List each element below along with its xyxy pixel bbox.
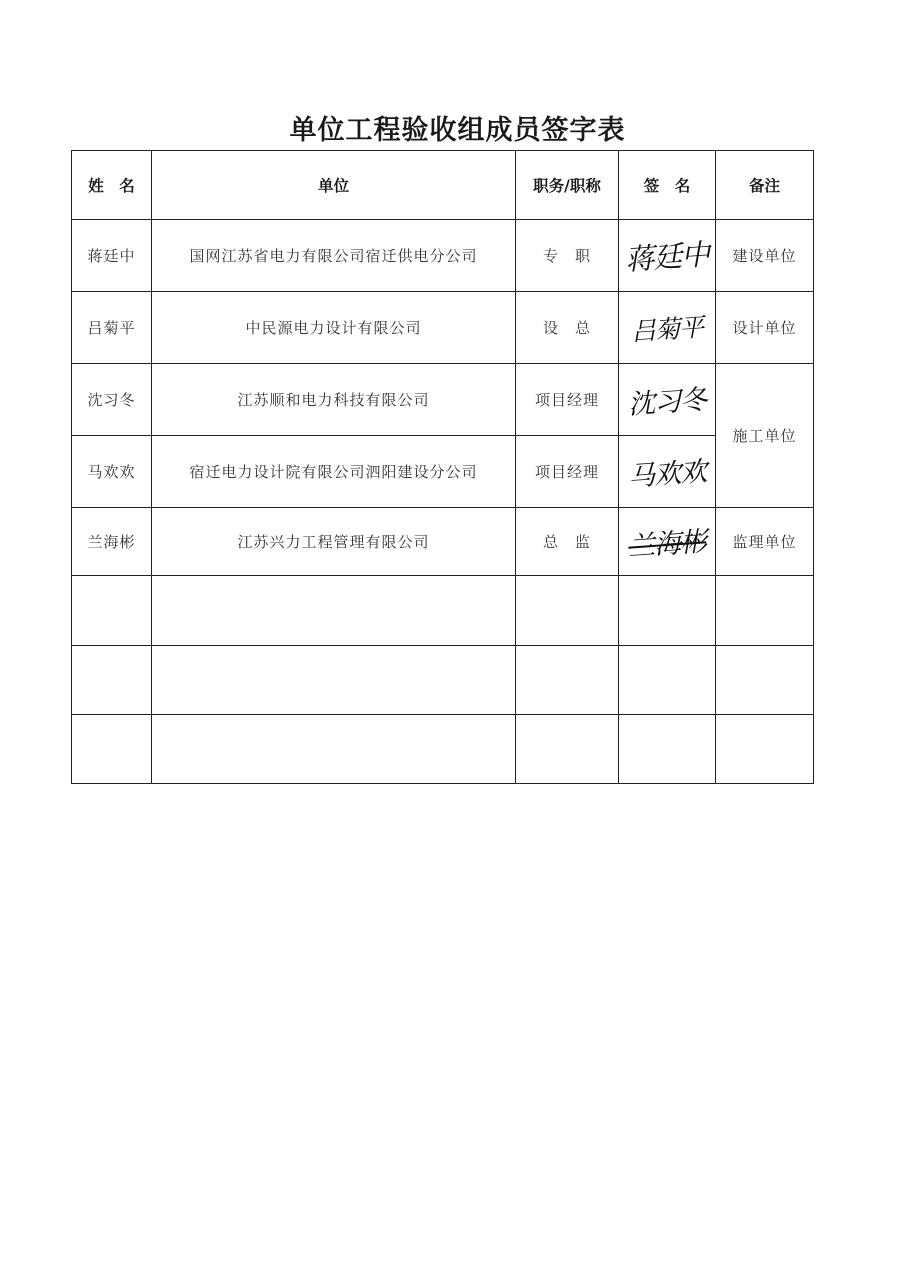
handwritten-signature: 蒋廷中	[624, 237, 711, 277]
member-position: 设 总	[516, 292, 619, 364]
empty-cell	[716, 715, 814, 784]
member-name: 马欢欢	[72, 436, 152, 508]
member-position: 总 监	[516, 508, 619, 576]
signature-cell	[619, 220, 716, 292]
empty-cell	[716, 576, 814, 646]
empty-cell	[152, 715, 516, 784]
member-position: 项目经理	[516, 436, 619, 508]
empty-cell	[72, 646, 152, 715]
member-name: 兰海彬	[72, 508, 152, 576]
table-row	[72, 364, 814, 436]
member-name: 蒋廷中	[72, 220, 152, 292]
header-remark: 备注	[716, 151, 814, 220]
table-header-row	[72, 151, 814, 220]
header-unit: 单位	[152, 151, 516, 220]
member-unit: 江苏兴力工程管理有限公司	[152, 508, 516, 576]
empty-cell	[516, 646, 619, 715]
table-row	[72, 220, 814, 292]
member-position: 项目经理	[516, 364, 619, 436]
signature-cell	[619, 292, 716, 364]
member-unit: 宿迁电力设计院有限公司泗阳建设分公司	[152, 436, 516, 508]
table-row	[72, 508, 814, 576]
handwritten-signature: 兰海彬	[627, 526, 708, 563]
empty-cell	[619, 646, 716, 715]
member-name: 沈习冬	[72, 364, 152, 436]
empty-cell	[72, 576, 152, 646]
member-remark: 建设单位	[716, 220, 814, 292]
member-remark: 监理单位	[716, 508, 814, 576]
signature-cell	[619, 364, 716, 436]
empty-row	[72, 715, 814, 784]
signature-cell	[619, 508, 716, 576]
document-title: 单位工程验收组成员签字表	[289, 115, 626, 146]
member-position: 专 职	[516, 220, 619, 292]
empty-cell	[516, 715, 619, 784]
signature-table	[71, 150, 814, 784]
empty-cell	[72, 715, 152, 784]
member-unit: 国网江苏省电力有限公司宿迁供电分公司	[152, 220, 516, 292]
member-unit: 江苏顺和电力科技有限公司	[152, 364, 516, 436]
handwritten-signature: 马欢欢	[627, 456, 708, 493]
empty-cell	[619, 715, 716, 784]
empty-cell	[152, 576, 516, 646]
empty-row	[72, 576, 814, 646]
empty-cell	[619, 576, 716, 646]
signature-cell	[619, 436, 716, 508]
header-name: 姓 名	[72, 151, 152, 220]
empty-cell	[716, 646, 814, 715]
member-remark: 设计单位	[716, 292, 814, 364]
empty-cell	[152, 646, 516, 715]
table-row	[72, 292, 814, 364]
header-position: 职务/职称	[516, 151, 619, 220]
member-name: 吕菊平	[72, 292, 152, 364]
handwritten-signature: 吕菊平	[630, 312, 705, 346]
empty-row	[72, 646, 814, 715]
empty-cell	[516, 576, 619, 646]
member-unit: 中民源电力设计有限公司	[152, 292, 516, 364]
handwritten-signature: 沈习冬	[627, 384, 708, 421]
member-remark: 施工单位	[716, 364, 814, 508]
table-row	[72, 436, 814, 508]
header-signature: 签 名	[619, 151, 716, 220]
